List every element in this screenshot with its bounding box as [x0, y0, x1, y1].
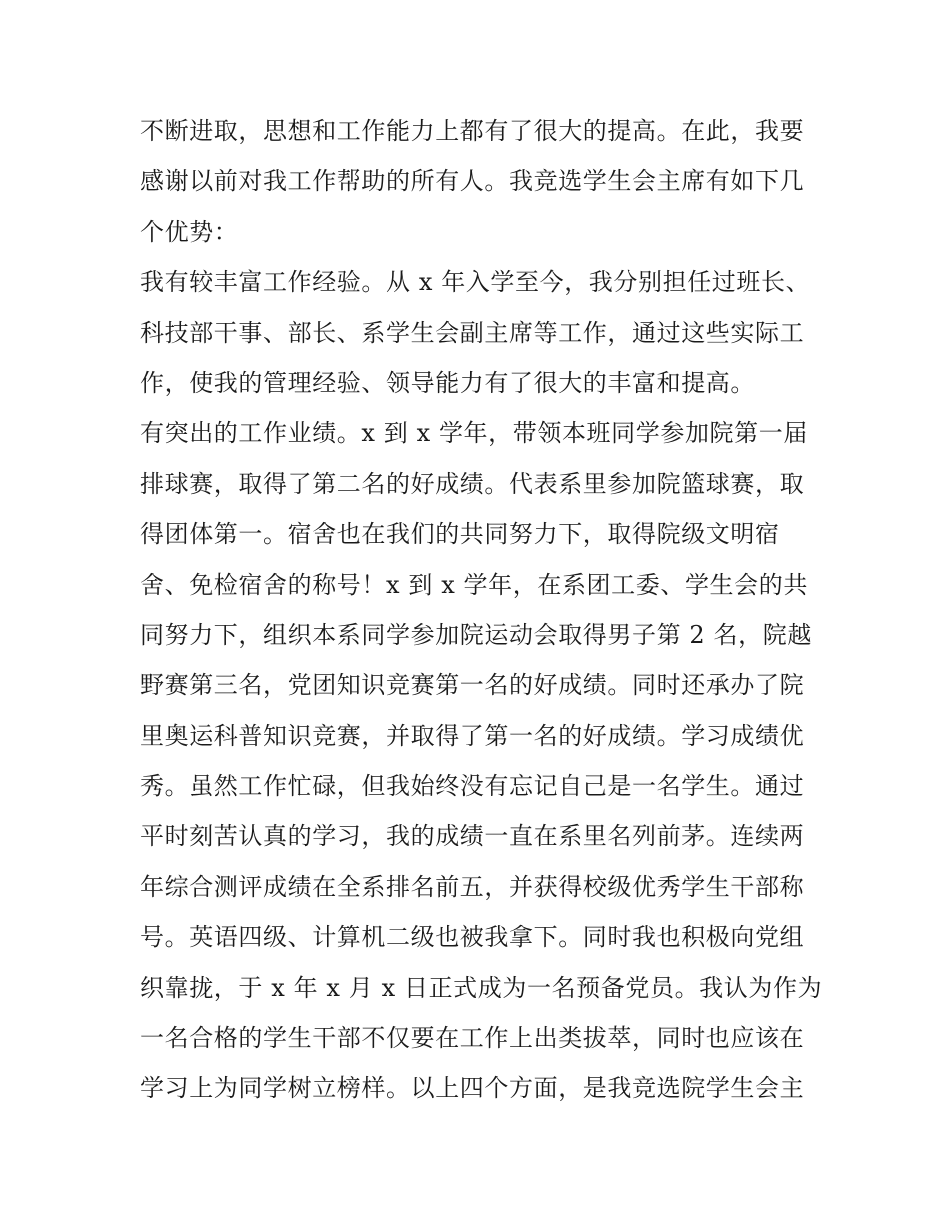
text-line-18: 织靠拢，于 x 年 x 月 x 日正式成为一名预备党员。我认为作为 — [140, 973, 823, 1002]
text-line-3: 个优势： — [140, 217, 239, 246]
text-line-4: 我有较丰富工作经验。从 x 年入学至今，我分别担任过班长、 — [140, 268, 811, 297]
text-line-19: 一名合格的学生干部不仅要在工作上出类拔萃，同时也应该在 — [140, 1024, 805, 1053]
text-line-6: 作，使我的管理经验、领导能力有了很大的丰富和提高。 — [140, 368, 755, 397]
text-line-9: 得团体第一。宿舍也在我们的共同努力下，取得院级文明宿 — [140, 520, 780, 549]
text-line-16: 年综合测评成绩在全系排名前五，并获得校级优秀学生干部称 — [140, 872, 805, 901]
text-line-5: 科技部干事、部长、系学生会副主席等工作，通过这些实际工 — [140, 318, 805, 347]
text-line-15: 平时刻苦认真的学习，我的成绩一直在系里名列前茅。连续两 — [140, 822, 805, 851]
text-line-7: 有突出的工作业绩。x 到 x 学年，带领本班同学参加院第一届 — [140, 419, 808, 448]
text-line-12: 野赛第三名，党团知识竞赛第一名的好成绩。同时还承办了院 — [140, 671, 805, 700]
text-line-14: 秀。虽然工作忙碌，但我始终没有忘记自己是一名学生。通过 — [140, 772, 805, 801]
text-line-13: 里奥运科普知识竞赛，并取得了第一名的好成绩。学习成绩优 — [140, 721, 805, 750]
text-line-2: 感谢以前对我工作帮助的所有人。我竞选学生会主席有如下几 — [140, 167, 805, 196]
text-line-1: 不断进取，思想和工作能力上都有了很大的提高。在此，我要 — [140, 117, 805, 145]
text-line-20: 学习上为同学树立榜样。以上四个方面，是我竞选院学生会主 — [140, 1074, 805, 1103]
text-line-11: 同努力下，组织本系同学参加院运动会取得男子第 2 名，院越 — [140, 620, 812, 649]
text-line-10: 舍、免检宿舍的称号！x 到 x 学年，在系团工委、学生会的共 — [140, 570, 808, 599]
document-body — [140, 106, 823, 1114]
text-line-8: 排球赛，取得了第二名的好成绩。代表系里参加院篮球赛，取 — [140, 469, 805, 498]
text-line-17: 号。英语四级、计算机二级也被我拿下。同时我也积极向党组 — [140, 923, 805, 952]
